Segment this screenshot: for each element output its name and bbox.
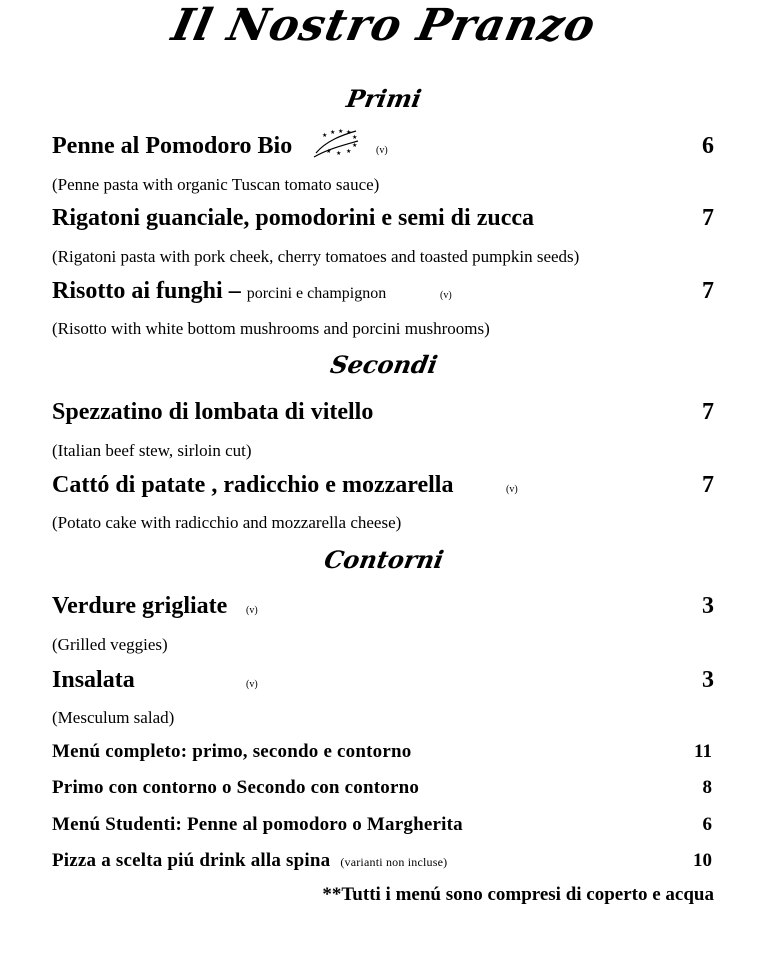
dish-name: Rigatoni guanciale, pomodorini e semi di zucca xyxy=(52,205,534,231)
combo-label: Menú Studenti: Penne al pomodoro o Margherita xyxy=(52,814,463,835)
dish-description: (Potato cake with radicchio and mozzarella cheese) xyxy=(52,513,402,532)
section-title-secondi: Secondi xyxy=(328,350,440,379)
svg-text:★: ★ xyxy=(352,134,358,141)
menu-title: Il Nostro Pranzo xyxy=(167,0,601,51)
svg-text:★: ★ xyxy=(326,148,332,155)
dish-price: 7 xyxy=(702,472,714,498)
dish-description: (Italian beef stew, sirloin cut) xyxy=(52,441,252,460)
organic-eu-leaf-icon xyxy=(312,127,360,161)
dish-row-risotto xyxy=(52,278,714,312)
combo-price: 11 xyxy=(694,741,712,762)
combo-price: 6 xyxy=(702,814,712,835)
svg-text:★: ★ xyxy=(338,128,344,135)
combo-row xyxy=(52,814,712,840)
dish-name: Verdure grigliate xyxy=(52,593,228,619)
dish-price: 6 xyxy=(702,133,714,159)
dish-description: (Penne pasta with organic Tuscan tomato sauce) xyxy=(52,175,380,194)
dish-row-catto xyxy=(52,472,714,506)
dish-price: 7 xyxy=(702,399,714,425)
dish-description: (Risotto with white bottom mushrooms and porcini mushrooms) xyxy=(52,319,490,338)
dish-row-insalata xyxy=(52,667,714,701)
combo-price: 8 xyxy=(702,777,712,798)
dish-description: (Rigatoni pasta with pork cheek, cherry tomatoes and toasted pumpkin seeds) xyxy=(52,247,580,266)
dish-name: Spezzatino di lombata di vitello xyxy=(52,399,374,425)
vegetarian-mark: (v) xyxy=(376,145,388,156)
vegetarian-mark: (v) xyxy=(246,605,258,616)
footer-note: **Tutti i menú sono compresi di coperto e acqua xyxy=(322,884,714,905)
dish-price: 3 xyxy=(702,667,714,693)
dish-price: 7 xyxy=(702,205,714,231)
vegetarian-mark: (v) xyxy=(246,679,258,690)
dish-row-spezzatino xyxy=(52,399,714,433)
combo-row xyxy=(52,741,712,767)
dish-name: Insalata xyxy=(52,667,135,693)
svg-text:★: ★ xyxy=(352,142,358,149)
combo-label: Menú completo: primo, secondo e contorno xyxy=(52,741,412,762)
dish-description: (Mesculum salad) xyxy=(52,708,175,727)
dish-name-group xyxy=(52,278,386,305)
combo-label: Pizza a scelta piú drink alla spina xyxy=(52,850,331,871)
svg-text:★: ★ xyxy=(322,132,328,139)
dish-description: (Grilled veggies) xyxy=(52,635,168,654)
section-title-primi: Primi xyxy=(344,84,424,113)
dish-row-verdure xyxy=(52,593,714,627)
dish-row-rigatoni xyxy=(52,205,714,239)
svg-text:★: ★ xyxy=(330,129,336,136)
dish-price: 7 xyxy=(702,278,714,304)
dish-price: 3 xyxy=(702,593,714,619)
dish-name: Penne al Pomodoro Bio xyxy=(52,133,293,159)
svg-text:★: ★ xyxy=(346,129,352,136)
dish-name: Risotto ai funghi – xyxy=(52,278,241,304)
svg-text:★: ★ xyxy=(346,148,352,155)
dish-row-penne xyxy=(52,128,714,167)
dish-name: Cattó di patate , radicchio e mozzarella xyxy=(52,472,454,498)
combo-row xyxy=(52,777,712,803)
vegetarian-mark: (v) xyxy=(506,484,518,495)
section-title-contorni: Contorni xyxy=(322,545,446,574)
dish-name-extra: porcini e champignon xyxy=(246,285,387,302)
combo-note: (varianti non incluse) xyxy=(340,855,448,869)
combo-label: Primo con contorno o Secondo con contorno xyxy=(52,777,420,798)
vegetarian-mark: (v) xyxy=(440,290,452,301)
svg-text:★: ★ xyxy=(336,150,342,157)
combo-row xyxy=(52,850,712,876)
combo-price: 10 xyxy=(693,850,712,871)
combo-label-group xyxy=(52,850,447,872)
